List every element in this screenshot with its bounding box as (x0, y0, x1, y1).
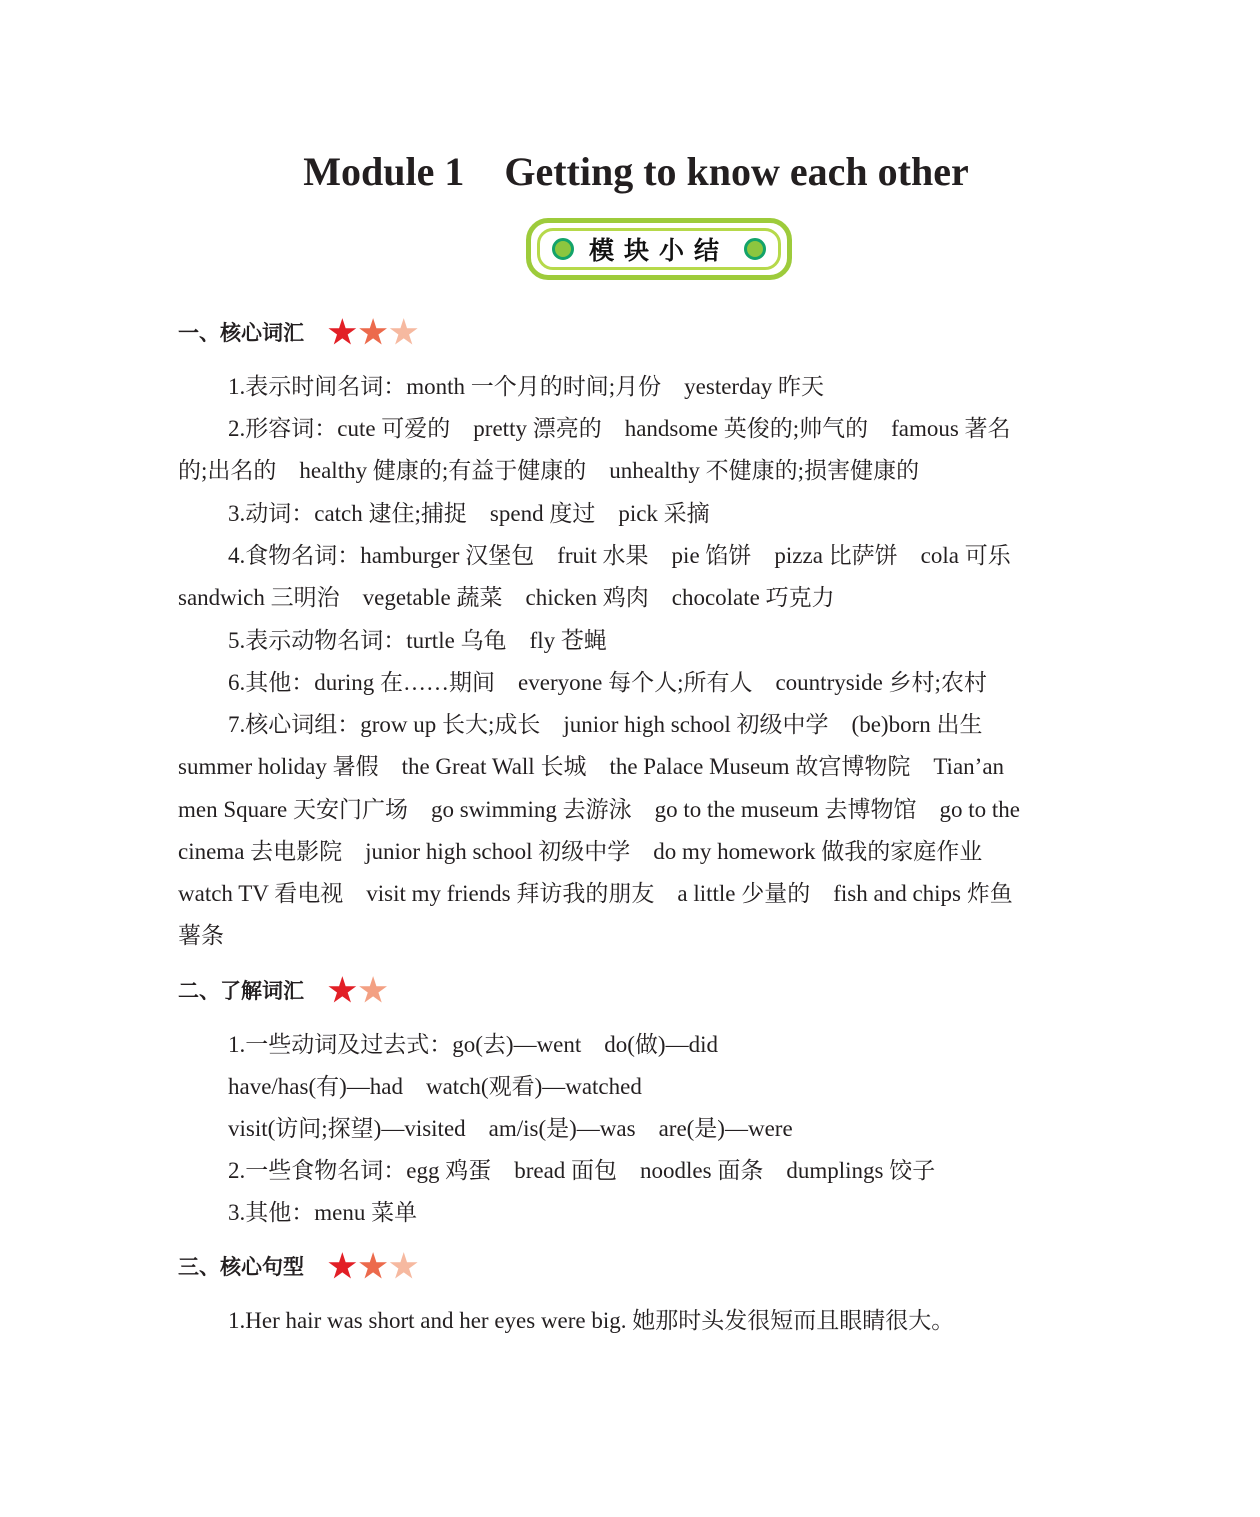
star-icon: ★ (358, 971, 388, 1009)
text-line: 3.其他：menu 菜单 (228, 1200, 418, 1225)
badge-label: 模块小结 (588, 236, 729, 265)
star-rating (328, 313, 419, 351)
section-title: 一、核心词汇 (178, 320, 304, 345)
green-dot-icon (552, 238, 574, 260)
text-line: 1.表示时间名词：month 一个月的时间;月份 yesterday 昨天 (228, 374, 825, 399)
text-line: 1.一些动词及过去式：go(去)—went do(做)—did (228, 1032, 718, 1057)
text-line: 7.核心词组：grow up 长大;成长 junior high school 初级中学 (be)born 出生 (228, 712, 983, 737)
star-icon: ★ (328, 313, 357, 351)
text-line: 2.形容词：cute 可爱的 pretty 漂亮的 handsome 英俊的;帅气的 famous 著名 (228, 416, 1011, 441)
text-line: sandwich 三明治 vegetable 蔬菜 chicken 鸡肉 chocolate 巧克力 (178, 585, 835, 610)
text-line: summer holiday 暑假 the Great Wall 长城 the Palace Museum 故宫博物院 Tian’an (178, 754, 1005, 779)
section-heading-extra-vocab (178, 971, 388, 1009)
star-rating (328, 1247, 419, 1285)
text-line: 3.动词：catch 逮住;捕捉 spend 度过 pick 采摘 (228, 501, 710, 526)
text-line: men Square 天安门广场 go swimming 去游泳 go to the museum 去博物馆 go to the (178, 797, 1021, 822)
text-line: 6.其他：during 在……期间 everyone 每个人;所有人 countryside 乡村;农村 (228, 670, 987, 695)
text-line: have/has(有)—had watch(观看)—watched (228, 1074, 642, 1099)
star-icon: ★ (358, 313, 388, 351)
section-title: 三、核心句型 (178, 1254, 304, 1279)
text-line: visit(访问;探望)—visited am/is(是)—was are(是)—were (228, 1116, 793, 1141)
page-title: Module 1 Getting to know each other (303, 149, 969, 194)
green-dot-icon (744, 238, 766, 260)
text-line: 2.一些食物名词：egg 鸡蛋 bread 面包 noodles 面条 dumplings 饺子 (228, 1158, 936, 1183)
text-line: 薯条 (178, 923, 224, 948)
text-line: 的;出名的 healthy 健康的;有益于健康的 unhealthy 不健康的;损害健康的 (178, 458, 920, 483)
module-summary-badge (526, 218, 792, 280)
star-icon: ★ (389, 1247, 419, 1285)
text-line: watch TV 看电视 visit my friends 拜访我的朋友 a little 少量的 fish and chips 炸鱼 (178, 881, 1013, 906)
text-line: 1.Her hair was short and her eyes were big. 她那时头发很短而且眼睛很大。 (228, 1308, 955, 1333)
star-icon: ★ (328, 1247, 357, 1285)
star-icon: ★ (389, 313, 419, 351)
section-title: 二、了解词汇 (178, 978, 304, 1003)
text-line: 5.表示动物名词：turtle 乌龟 fly 苍蝇 (228, 628, 607, 653)
star-icon: ★ (328, 971, 357, 1009)
text-line: cinema 去电影院 junior high school 初级中学 do my homework 做我的家庭作业 (178, 839, 983, 864)
section-heading-core-vocab (178, 313, 419, 351)
star-icon: ★ (358, 1247, 388, 1285)
star-rating (328, 971, 388, 1009)
section-heading-core-sentences (178, 1247, 419, 1285)
text-line: 4.食物名词：hamburger 汉堡包 fruit 水果 pie 馅饼 pizza 比萨饼 cola 可乐 (228, 543, 1011, 568)
